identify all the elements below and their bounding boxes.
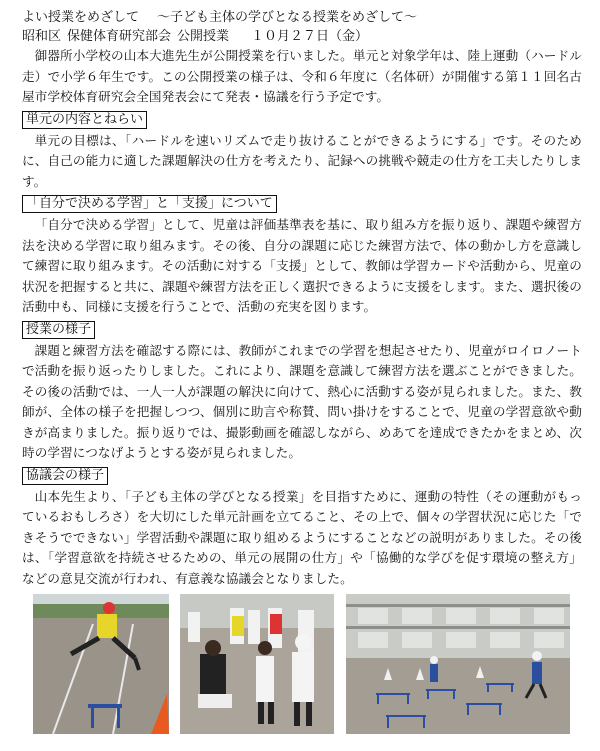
- section-body: 山本先生より、「子ども主体の学びとなる授業」を目指すために、運動の特性（その運動がもっているおもしろさ）を大切にした単元計画を立てること、その上で、個々の学習状況に応じた「できそうでできない」学習活動や課題に取り組めるようにすることなどの説明がありました。その後は、「学習意欲を持続させるための、単元の展開の仕方」や「協働的な学びを促す環境の整え方」などの意見交流が行われ、有意義な協議会となりました。: [22, 488, 582, 586]
- intro-paragraph: 御器所小学校の山本大進先生が公開授業を行いました。単元と対象学年は、陸上運動（ハードル走）で小学６年生です。この公開授業の様子は、令和６年度に（名体研）が開催する第１１回名古屋市学校体育研究会全国発表会にて発表・協議を行う予定です。: [22, 48, 582, 104]
- photo-strip: [0, 594, 600, 734]
- section-body: 単元の目標は、「ハードルを速いリズムで走り抜けることができるようにする」です。そのために、自己の能力に適した課題解決の仕方を考えたり、記録への挑戦や競走の仕方を工夫したりします。: [22, 132, 582, 189]
- title-line: [22, 8, 582, 27]
- section-heading: 「自分で決める学習」と「支援」について: [22, 195, 277, 213]
- event: 公開授業: [177, 29, 230, 44]
- district: 昭和区: [22, 29, 62, 44]
- date: １０月２７日（金）: [251, 29, 369, 44]
- page-title: よい授業をめざして: [22, 10, 140, 25]
- section-body: 課題と練習方法を確認する際には、教師がこれまでの学習を想起させたり、児童がロイロノートで活動を振り返ったりしました。これにより、課題を意識して練習方法を選ぶことができました。その後の活動では、一人一人が課題の解決に向けて、熱心に活動する姿が見られました。また、教師が、全体の様子を把握しつつ、個別に助言や称賛、問い掛けをすることで、児童の学習意欲や動きが高まりました。振り返りでは、撮影動画を確認しながら、めあてを達成できたかをまとめ、次時の学習につなげようとする姿が見られました。: [22, 342, 582, 460]
- photo-hurdle-jump: [33, 594, 169, 734]
- photo-hurdle-course: [346, 594, 570, 734]
- page-subtitle: ～子ども主体の学びとなる授業をめざして～: [157, 10, 418, 25]
- section-heading: 単元の内容とねらい: [22, 111, 147, 129]
- photo-teacher-support: [180, 594, 334, 734]
- document: [22, 8, 582, 589]
- section-heading: 授業の様子: [22, 321, 95, 339]
- group: 保健体育研究部会: [67, 29, 172, 44]
- meta-line: [22, 27, 582, 46]
- section-heading: 協議会の様子: [22, 467, 108, 485]
- section-body: 「自分で決める学習」として、児童は評価基準表を基に、取り組み方を振り返り、課題や練習方法を決める学習に取り組みます。その後、自分の課題に応じた練習方法で、体の動かし方を意識して練習に取り組みます。その活動に対する「支援」として、教師は学習カードや活動から、児童の状況を把握すると共に、課題や練習方法を正しく選択できるように支援をします。また、選択後の活動中も、同様に支援を行うことで、活動の充実を図ります。: [22, 217, 582, 314]
